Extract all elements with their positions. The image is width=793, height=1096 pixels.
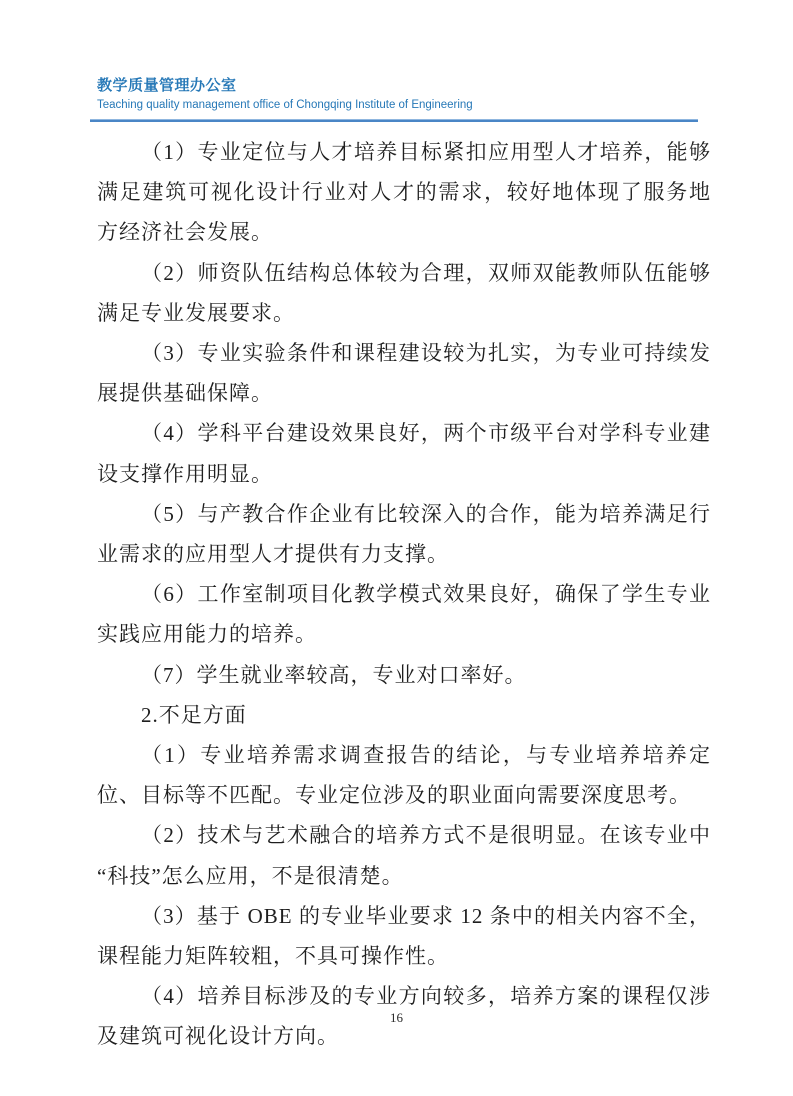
paragraph: （1）专业培养需求调查报告的结论，与专业培养培养定位、目标等不匹配。专业定位涉及的职业面向需要深度思考。 (97, 743, 711, 808)
paragraph: （3）基于 OBE 的专业毕业要求 12 条中的相关内容不全，课程能力矩阵较粗，不具可操作性。 (97, 903, 711, 969)
section-strengths (97, 132, 711, 695)
page-footer (0, 1010, 793, 1026)
paragraph: （1）专业定位与人才培养目标紧扣应用型人才培养，能够满足建筑可视化设计行业对人才的需求，较好地体现了服务地方经济社会发展。 (97, 140, 711, 245)
weaknesses-heading: 2.不足方面 (141, 702, 247, 727)
page-header (90, 76, 698, 122)
paragraph: （2）技术与艺术融合的培养方式不是很明显。在该专业中“科技”怎么应用，不是很清楚。 (97, 823, 711, 888)
page-number: 16 (390, 1010, 403, 1025)
section-weaknesses (97, 695, 711, 1057)
paragraph: （5）与产教合作企业有比较深入的合作，能为培养满足行业需求的应用型人才提供有力支撑。 (97, 501, 711, 567)
paragraph: （7）学生就业率较高，专业对口率好。 (141, 662, 527, 687)
paragraph: （2）师资队伍结构总体较为合理，双师双能教师队伍能够满足专业发展要求。 (97, 260, 711, 325)
paragraph: （6）工作室制项目化教学模式效果良好，确保了学生专业实践应用能力的培养。 (97, 582, 711, 647)
paragraph: （3）专业实验条件和课程建设较为扎实，为专业可持续发展提供基础保障。 (97, 341, 711, 406)
header-title-english: Teaching quality management office of Chongqing Institute of Engineering (97, 99, 473, 111)
header-divider (90, 119, 698, 122)
header-title-chinese: 教学质量管理办公室 (97, 77, 237, 94)
document-body (97, 132, 711, 1057)
weaknesses-paragraphs (97, 735, 711, 1057)
paragraph: （4）培养目标涉及的专业方向较多，培养方案的课程仅涉及建筑可视化设计方向。 (97, 984, 711, 1049)
paragraph: （4）学科平台建设效果良好，两个市级平台对学科专业建设支撑作用明显。 (97, 421, 711, 486)
